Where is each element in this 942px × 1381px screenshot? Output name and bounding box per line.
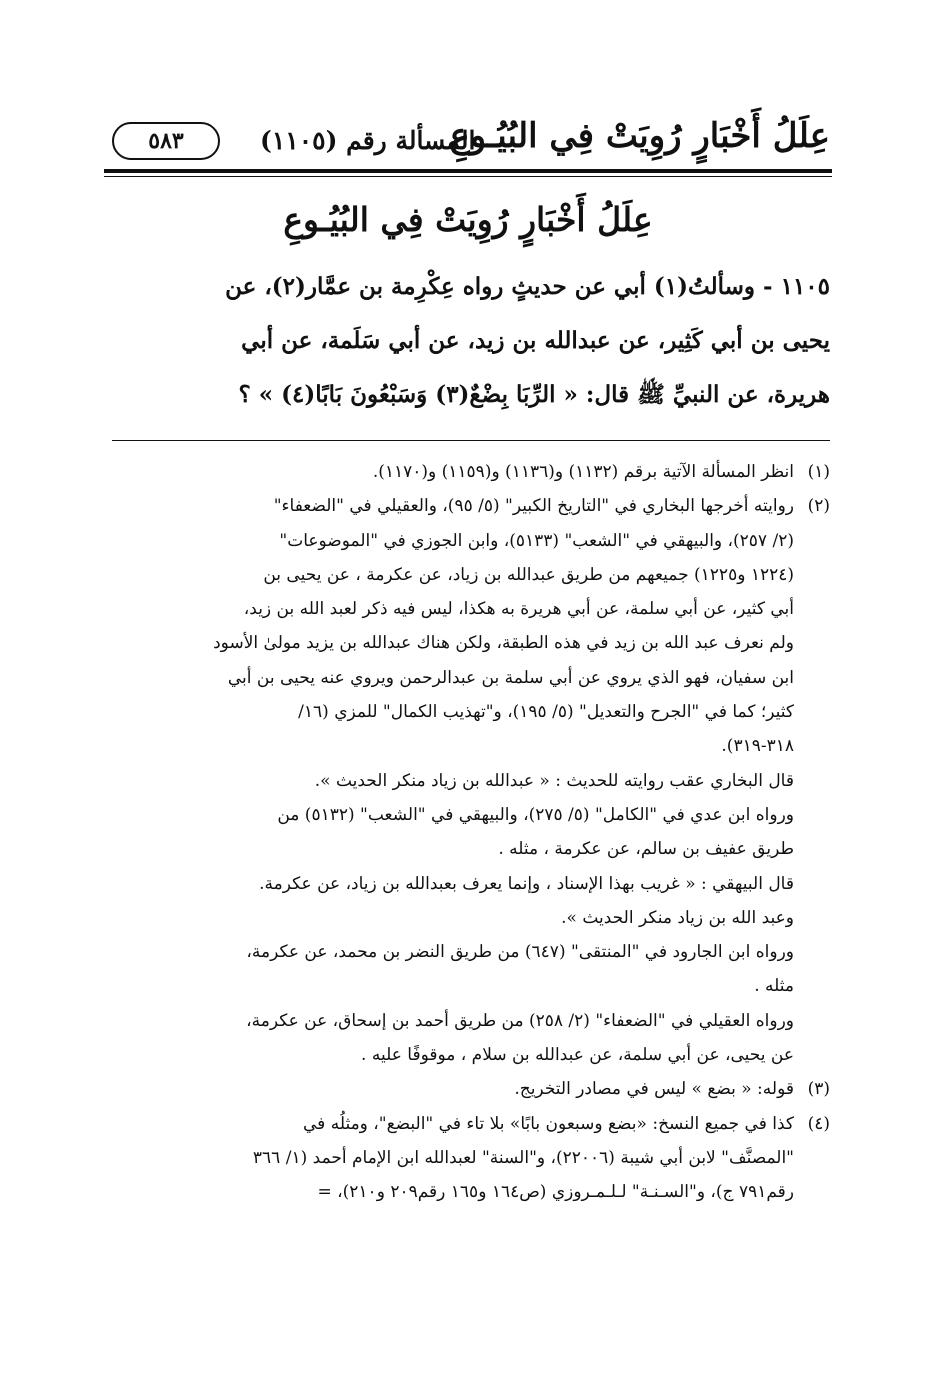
footnote-line (112, 455, 830, 489)
footnote-line (112, 626, 830, 660)
footnote-text: "المصنَّف" لابن أبي شيبة (٢٢٠٠٦)، و"السنة" لعبدالله ابن الإمام أحمد (١/ ٣٦٦ (252, 1147, 794, 1168)
footnote-number: (١) (807, 462, 830, 482)
footnote-text: قال البخاري عقب روايته للحديث : « عبدالله بن زياد منكر الحديث ». (314, 770, 794, 791)
footnote-text: (٢/ ٢٥٧)، والبيهقي في "الشعب" (٥١٣٣)، وابن الجوزي في "الموضوعات" (279, 530, 794, 551)
footnote-line (112, 867, 830, 901)
footnote-line (112, 1072, 830, 1106)
footnote-line (112, 1107, 830, 1141)
footnote-text: عن يحيى، عن أبي سلمة، عن عبدالله بن سلام ، موقوفًا عليه . (361, 1045, 794, 1066)
footnote-text: كثير؛ كما في "الجرح والتعديل" (٥/ ١٩٥)، و"تهذيب الكمال" للمزي (١٦/ (298, 702, 794, 723)
main-text-line: ١١٠٥ - وسألتُ(١) أبي عن حديثٍ رواه عِكْرِمة بن عمَّار(٢)، عن (225, 273, 830, 300)
page-number: ٥٨٣ (112, 122, 220, 160)
footnote-text: كذا في جميع النسخ: «بضع وسبعون بابًا» بلا تاء في "البضع"، ومثلُه في (303, 1113, 794, 1134)
footnote-text: قال البيهقي : « غريب بهذا الإسناد ، وإنما يعرف بعبدالله بن زياد، عن عكرمة. (259, 873, 794, 894)
footnote-line (112, 729, 830, 763)
footnote-text: مثله . (754, 976, 794, 997)
footnote-number: (٣) (807, 1079, 830, 1100)
footnote-text: قوله: « بضع » ليس في مصادر التخريج. (514, 1079, 794, 1100)
footnote-line (112, 798, 830, 832)
footnote-line (112, 661, 830, 695)
header-rule-thick (104, 169, 832, 173)
footnotes (112, 455, 830, 1210)
issue-reference: المسألة رقم (١١٠٥) (260, 126, 476, 155)
footnote-line (112, 935, 830, 969)
footnote-text: ورواه ابن عدي في "الكامل" (٥/ ٢٧٥)، والبيهقي في "الشعب" (٥١٣٢) من (277, 804, 794, 825)
footnote-line (112, 901, 830, 935)
footnote-line (112, 558, 830, 592)
running-header (112, 112, 830, 164)
footnote-text: (١٢٢٤ و١٢٢٥) جميعهم من طريق عبدالله بن زياد، عن عكرمة ، عن يحيى بن (263, 564, 794, 585)
footnote-line (112, 695, 830, 729)
footnote-line (112, 1004, 830, 1038)
footnote-line (112, 1175, 830, 1209)
footnote-separator (112, 440, 830, 441)
footnote-text: رقم٧٩١ ج)، و"السـنـة" لـلـمـروزي (ص١٦٤ و١٦٥ رقم٢٠٩ و٢١٠)، = (317, 1182, 794, 1203)
footnote-text: ٣١٨-٣١٩). (721, 736, 794, 757)
footnote-line (112, 1038, 830, 1072)
footnote-line (112, 832, 830, 866)
running-title: عِلَلُ أَخْبَارٍ رُوِيَتْ فِي البُيُـوعِ (449, 116, 830, 156)
footnote-line (112, 489, 830, 523)
footnote-text: طريق عفيف بن سالم، عن عكرمة ، مثله . (498, 839, 794, 860)
main-text-line: يحيى بن أبي كَثِير، عن عبدالله بن زيد، عن أبي سَلَمة، عن أبي (241, 327, 830, 354)
main-text-line: هريرة، عن النبيِّ ﷺ قال: « الرِّبَا بِضْعٌ(٣) وَسَبْعُونَ بَابًا(٤) » ؟ (238, 381, 830, 408)
main-text (112, 260, 830, 422)
section-title: عِلَلُ أَخْبَارٍ رُوِيَتْ فِي البُيُـوعِ (283, 200, 653, 239)
footnote-text: انظر المسألة الآتية برقم (١١٣٢) و(١١٣٦) و(١١٥٩) و(١١٧٠). (372, 462, 794, 482)
footnote-text: أبي كثير، عن أبي سلمة، عن أبي هريرة به هكذا، ليس فيه ذكر لعبد الله بن زيد، (243, 599, 794, 620)
footnote-number: (٤) (807, 1113, 830, 1134)
footnote-text: ولم نعرف عبد الله بن زيد في هذه الطبقة، ولكن هناك عبدالله بن يزيد مولىٰ الأسود (213, 633, 794, 654)
footnote-line (112, 524, 830, 558)
footnote-text: ورواه العقيلي في "الضعفاء" (٢/ ٢٥٨) من طريق أحمد بن إسحاق، عن عكرمة، (246, 1010, 794, 1031)
footnote-line (112, 592, 830, 626)
footnote-number: (٢) (807, 496, 830, 517)
footnote-text: روايته أخرجها البخاري في "التاريخ الكبير" (٥/ ٩٥)، والعقيلي في "الضعفاء" (273, 496, 794, 517)
footnote-line (112, 969, 830, 1003)
footnote-text: ابن سفيان، فهو الذي يروي عن أبي سلمة بن عبدالرحمن ويروي عنه يحيى بن أبي (227, 667, 794, 688)
footnote-text: ورواه ابن الجارود في "المنتقى" (٦٤٧) من طريق النضر بن محمد، عن عكرمة، (246, 942, 794, 963)
header-rule-thin (104, 176, 832, 177)
footnote-text: وعبد الله بن زياد منكر الحديث ». (561, 907, 794, 928)
footnote-line (112, 1141, 830, 1175)
footnote-line (112, 764, 830, 798)
